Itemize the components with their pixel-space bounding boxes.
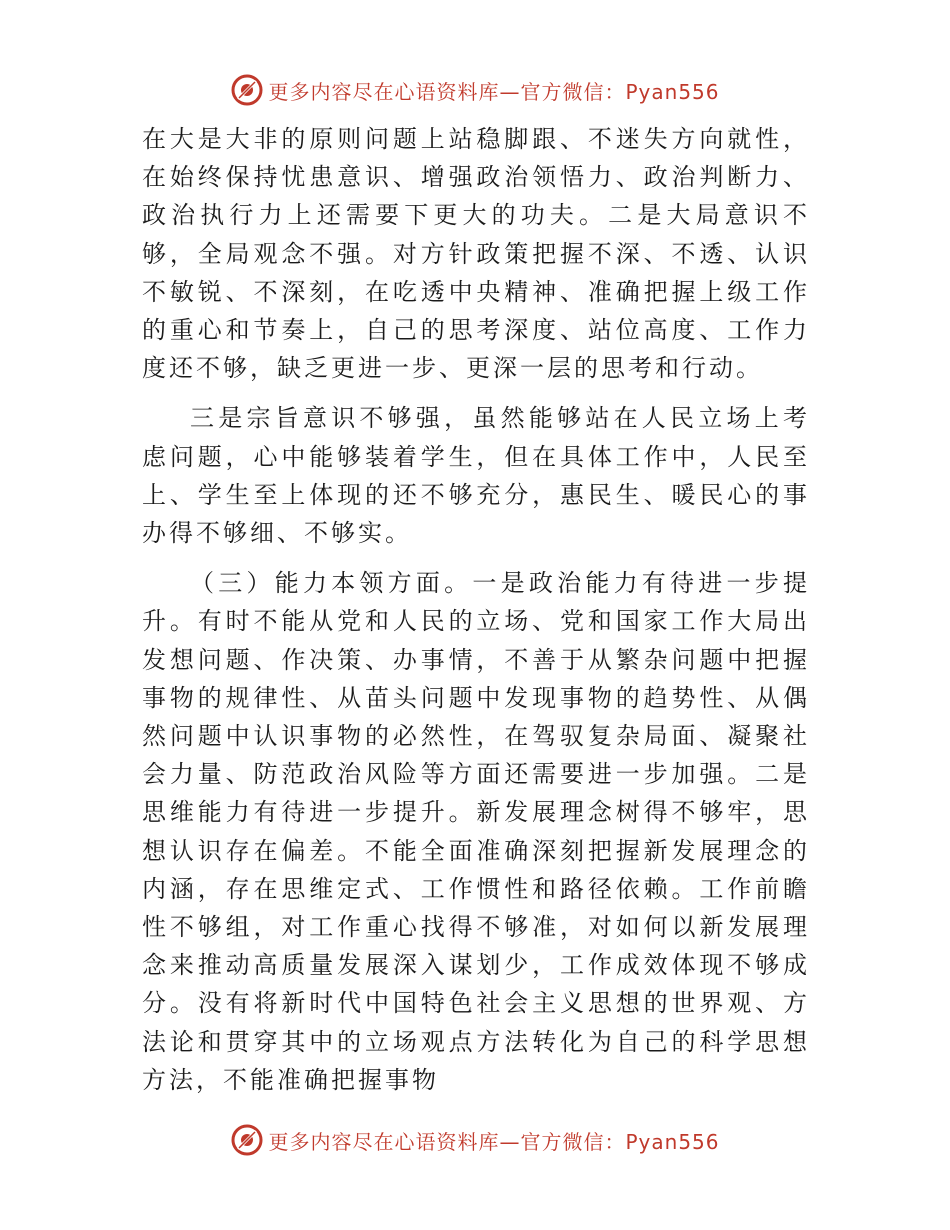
watermark-logo-icon <box>230 73 264 107</box>
paragraph-3: （三）能力本领方面。一是政治能力有待进一步提升。有时不能从党和人民的立场、党和国家工作大局出发想问题、作决策、办事情，不善于从繁杂问题中把握事物的规律性、从苗头问题中发现事物的趋势性、从偶然问题中认识事物的必然性，在驾驭复杂局面、凝聚社会力量、防范政治风险等方面还需要进一步加强。二是思维能力有待进一步提升。新发展理念树得不够牢，思想认识存在偏差。不能全面准确深刻把握新发展理念的内涵，存在思维定式、工作惯性和路径依赖。工作前瞻性不够组，对工作重心找得不够准，对如何以新发展理念来推动高质量发展深入谋划少，工作成效体现不够成分。没有将新时代中国特色社会主义思想的世界观、方法论和贯穿其中的立场观点方法转化为自己的科学思想方法，不能准确把握事物 <box>142 569 810 1094</box>
watermark-text <box>268 76 719 105</box>
header-watermark <box>0 70 950 110</box>
paragraph-2: 三是宗旨意识不够强，虽然能够站在人民立场上考虑问题，心中能够装着学生，但在具体工作中，人民至上、学生至上体现的还不够充分，惠民生、暖民心的事办得不够细、不够实。 <box>142 404 810 548</box>
watermark-site: 更多内容尽在心语资料库—官方微信： <box>268 1129 626 1154</box>
document-body <box>142 120 810 1111</box>
watermark-text <box>268 1126 719 1155</box>
watermark-logo-icon <box>230 1123 264 1157</box>
watermark-wechat-id: Pyan556 <box>625 1129 720 1154</box>
footer-watermark <box>0 1120 950 1160</box>
watermark-wechat-id: Pyan556 <box>625 79 720 104</box>
watermark-site: 更多内容尽在心语资料库—官方微信： <box>268 79 626 104</box>
paragraph-1: 在大是大非的原则问题上站稳脚跟、不迷失方向就性，在始终保持忧患意识、增强政治领悟力、政治判断力、政治执行力上还需要下更大的功夫。二是大局意识不够，全局观念不强。对方针政策把握不深、不透、认识不敏锐、不深刻，在吃透中央精神、准确把握上级工作的重心和节奏上，自己的思考深度、站位高度、工作力度还不够，缺乏更进一步、更深一层的思考和行动。 <box>142 125 810 383</box>
